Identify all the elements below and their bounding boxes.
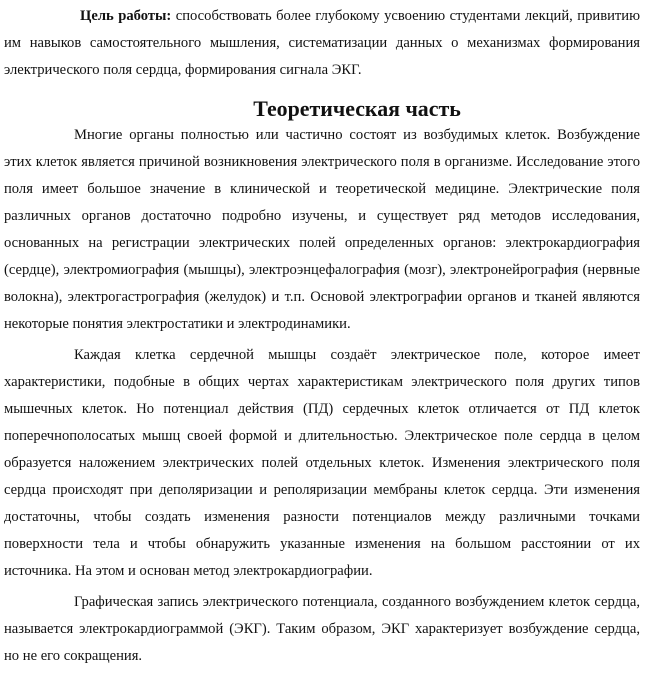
goal-label: Цель работы:: [80, 8, 172, 24]
paragraph-1: Многие органы полностью или частично состоят из возбудимых клеток. Возбуждение этих клеток является причиной возникновения электрического поля в организме. Исследование этого поля имеет большое значение в клинической и теоретической медицине. Электрические поля различных органов достаточно подробно изучены, и существует ряд методов исследования, основанных на регистрации электрических полей определенных органов: электрокардиография (сердце), электромиография (мышцы), электроэнцефалография (мозг), электронейрография (нервные волокна), электрогастрография (желудок) и т.п. Основой электрографии органов и тканей являются некоторые понятия электростатики и электродинамики.: [4, 127, 640, 332]
goal-text: способствовать более глубокому усвоению студентами лекций, привитию им навыков самостоятельного мышления, систематизации данных о механизмах формирования электрического поля сердца, формирования сигнала ЭКГ.: [4, 8, 640, 78]
paragraph-2: Каждая клетка сердечной мышцы создаёт электрическое поле, которое имеет характеристики, подобные в общих чертах характеристикам электрического поля других типов мышечных клеток. Но потенциал действия (ПД) сердечных клеток отличается от ПД клеток поперечнополосатых мышц своей формой и длительностью. Электрическое поле сердца в целом образуется наложением электрических полей отдельных клеток. Изменения электрического поля сердца происходят при деполяризации и реполяризации мембраны клеток сердца. Эти изменения достаточны, чтобы создать изменения разности потенциалов между различными точками поверхности тела и чтобы обнаружить указанные изменения на большом расстоянии от их источника. На этом и основан метод электрокардиографии.: [4, 347, 640, 579]
section-title: Теоретическая часть: [253, 96, 461, 121]
paragraph-3: Графическая запись электрического потенциала, созданного возбуждением клеток сердца, называется электрокардиограммой (ЭКГ). Таким образом, ЭКГ характеризует возбуждение сердца, но не его сокращения.: [4, 594, 640, 664]
document-page: [4, 0, 640, 670]
goal-paragraph: [4, 0, 640, 84]
